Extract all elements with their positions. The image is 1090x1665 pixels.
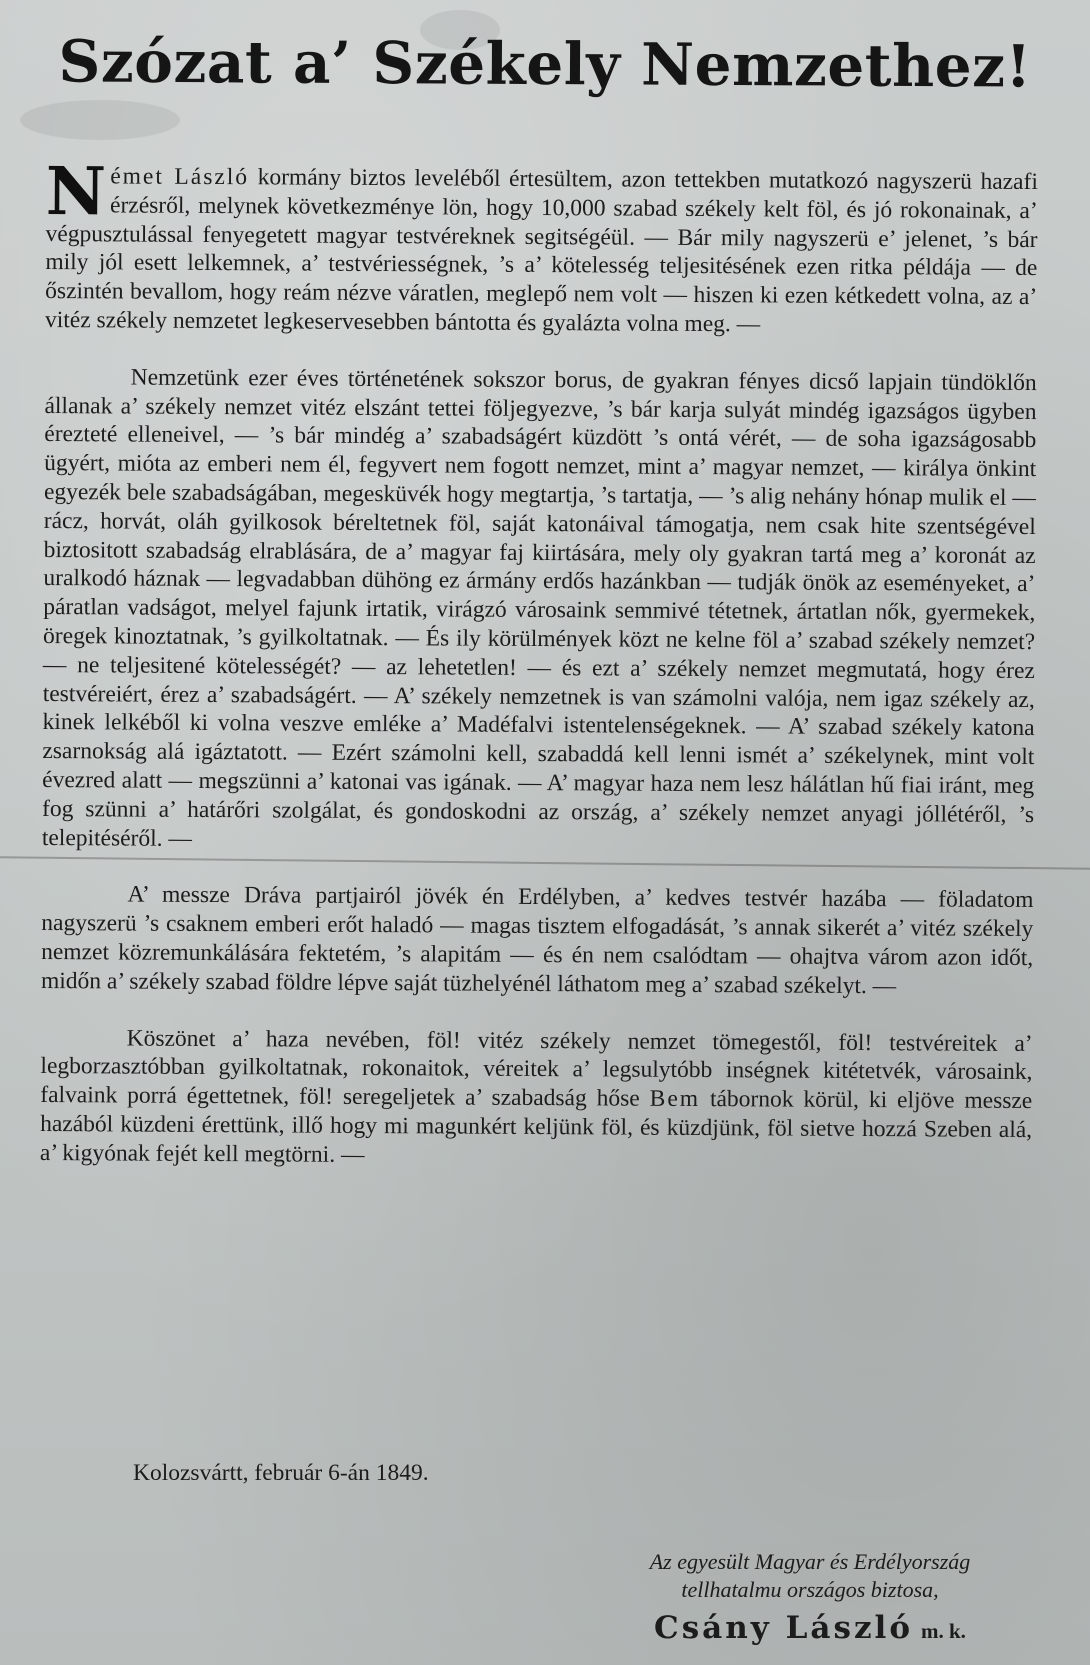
paragraph-text: Köszönet a’ haza nevében, föl! vitéz székely nemzet tömegestől, föl! testvéreitek a’ legborzasztóbban gyilkoltatnak, rokonaitok, véreitek a’ legsulytóbb inségnek kitétetvék, városaink, falvaink porrá égettetnek, föl! seregeljetek a’ szabadság hőse <box>40 1025 1033 1112</box>
emphasized-name: Bem <box>649 1085 701 1113</box>
place-and-date: Kolozsvártt, február 6-án 1849. <box>133 1460 429 1486</box>
paragraph-4 <box>40 1023 1033 1173</box>
signature-name-row <box>590 1610 1030 1646</box>
paragraph-3: A’ messze Dráva partjairól jövék én Erdélyben, a’ kedves testvér hazába — föladatom nagyszerü ’s csaknem emberi erőt haladó — magas tisztem elfogadását, ’s annak sikerét a’ vitéz székely nemzet közremunkálására fektetém, ’s alapitám — és én nem csalódtam — ohajtva várom azon időt, midőn a’ székely szabad földre lépve saját tüzhelyénél láthatom meg a’ szabad székelyt. — <box>40 881 1034 999</box>
drop-cap: N <box>45 152 107 231</box>
paragraph-2: Nemzetünk ezer éves történetének sokszor borus, de gyakran fényes dicső lapjain tündöklőn állanak a’ székely nemzet vitéz elszánt tettei följegyezve, ’s bár karja sulyát mindég igazságos ügyben érezteté elleneivel, — ’s bár mindég a’ szabadságért küzdött ’s ontá vérét, — de soha igazságosabb ügyért, mióta az emberi nem él, fegyvert nem fogott nemzet, mint a’ magyar nemzet, — királya önkint egyezék bele szabadságában, megesküvék hogy megtartja, ’s tartatja, — ’s alig nehány hónap mulik el — rácz, horvát, oláh gyilkosok béreltetnek föl, saját katonáival támogatja, nem csak hite szentségével biztositott szabadság elrablására, de a’ magyar faj kiirtására, mely oly gyakran tartá meg a’ koronát az uralkodó háznak — legvadabban dühöng ez ármány erdős hazánkban — tudják önök az eseményeket, a’ páratlan vadságot, melyel fajunk irtatik, virágzó városaink semmivé tétetnek, ártatlan nők, gyermekek, öregek kinoztatnak, ’s gyilkoltatnak. — És ily körülmények közt ne kelne föl a’ szabad székely nemzet? — ne teljesitené kötelességét? — az lehetetlen! — és ezt a’ székely nemzet megmutatá, hogy érez testvéreiért, érez a’ szabadságért. — A’ székely nemzetnek is van számolni valója, nem igaz székely az, kinek lelkéből ki volna veszve emléke a’ Madéfalvi istentelenségeknek. — A’ szabad székely katona zsarnokság alá igáztatott. — Ezért számolni kell, szabaddá kell lenni ismét a’ székelynek, mint volt évezred alatt — megszünni a’ katonai vas igának. — A’ magyar haza nem lesz hálátlan hű fiai iránt, meg fog szünni a’ határőri szolgálat, és gondoskodni az ország, a’ székely nemzet anyagi jóllétéről, ’s telepitéséről. — <box>41 364 1037 852</box>
signature-suffix: m. k. <box>921 1619 966 1643</box>
paper-stain <box>20 100 180 140</box>
paragraph-lead: émet László <box>110 163 250 191</box>
paragraph-1 <box>44 152 1038 341</box>
signature-title-line-1: Az egyesült Magyar és Erdélyország <box>649 1549 971 1574</box>
page-title: Szózat a’ Székely Nemzethez! <box>58 27 1032 101</box>
paragraph-text: tábornok körül, ki eljöve messze hazából küzdeni érettünk, illő hogy mi magunkért keljünk föl, és küzdjünk, föl sietve hozzá Szeben alá, a’ kigyónak fejét kell megtörni. — <box>39 1086 1033 1168</box>
signature-title-line-2: tellhatalmu országos biztosa, <box>681 1577 939 1602</box>
paragraph-text: kormány biztos leveléből értesültem, azon tettekben mutatkozó nagyszerü hazafi érzésről, melynek következménye lön, hogy 10,000 szabad székely kelt föl, és jó rokonainak, a’ végpusztulással fenyegetett magyar testvéreknek segitségéül. — Bár mily nagyszerü e’ jelenet, ’s bár mily jól esett lelkemnek, a’ testvériességnek, ’s a’ kötelesség teljesitésének ezen ritka példája — de őszintén bevallom, hogy reám nézve váratlen, meglepő nem volt — hiszen ki ezen kétkedett volna, az a’ vitéz székely nemzetet legkeservesebben bántotta és gyalázta volna meg. — <box>44 164 1038 338</box>
proclamation-body <box>39 152 1038 1202</box>
signatory-name: Csány László <box>654 1610 913 1646</box>
signature-block <box>590 1548 1030 1646</box>
